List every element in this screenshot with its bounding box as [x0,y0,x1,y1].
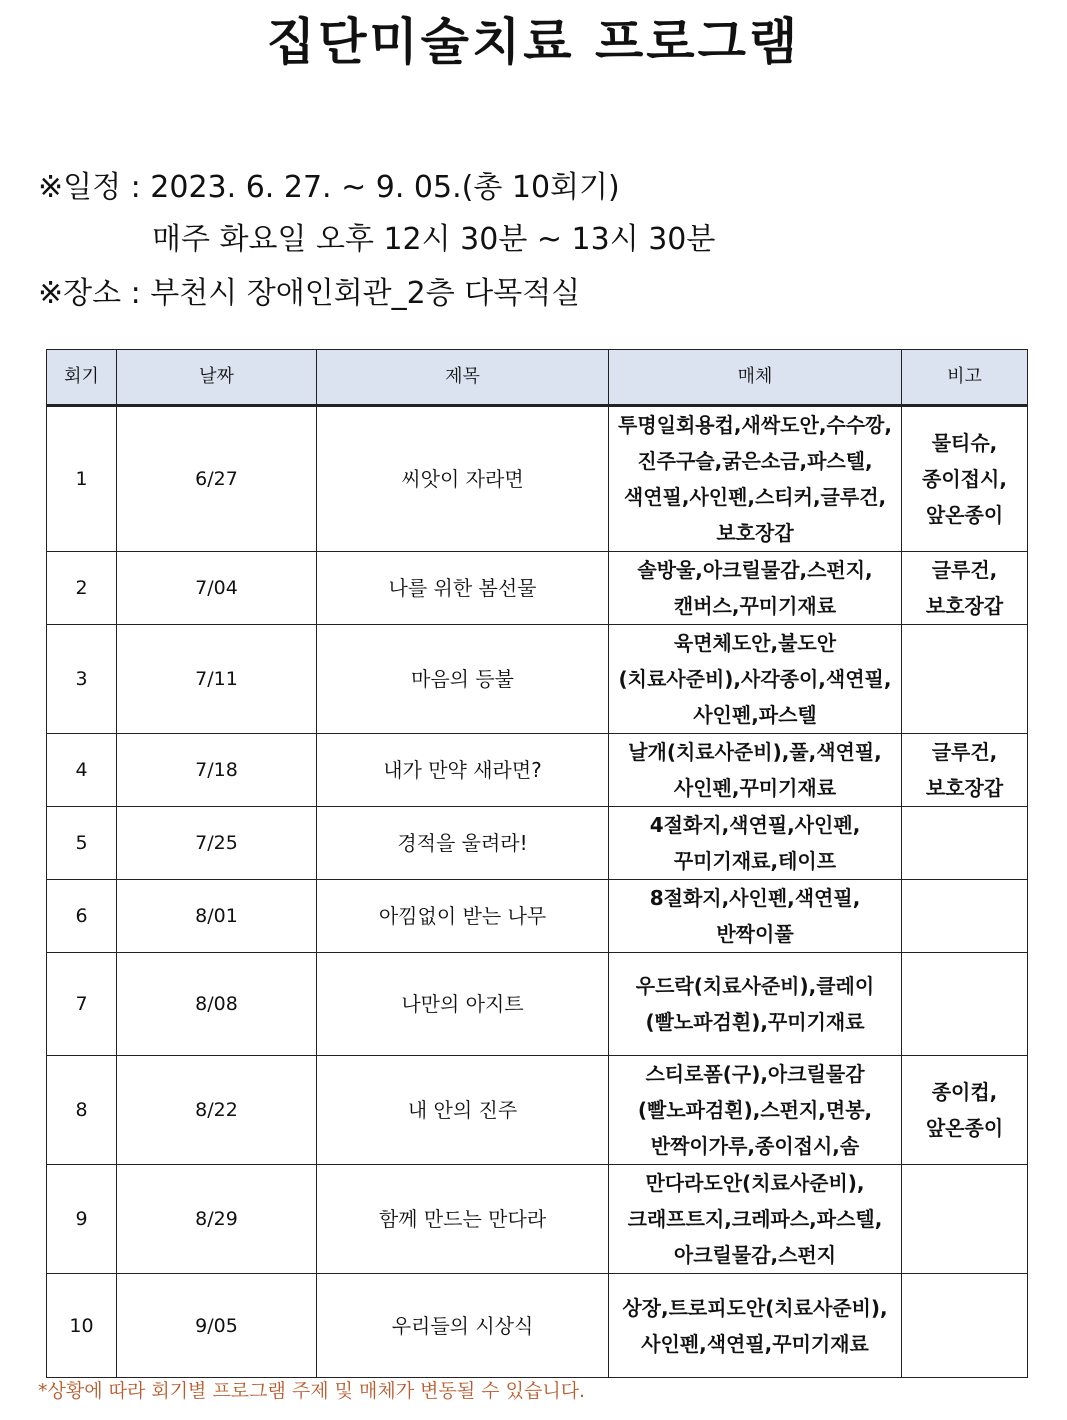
session-media: 8절화지,사인펜,색연필,반짝이풀 [609,880,902,953]
table-row [47,880,1028,953]
header-date: 날짜 [117,350,317,406]
session-title: 함께 만드는 만다라 [317,1165,609,1274]
session-title: 아낌없이 받는 나무 [317,880,609,953]
table-row [47,807,1028,880]
session-note [902,1274,1028,1378]
session-number: 6 [47,880,117,953]
table-row [47,406,1028,552]
session-number: 3 [47,625,117,734]
schedule-time: 매주 화요일 오후 12시 30분 ~ 13시 30분 [152,222,716,257]
table-row [47,1274,1028,1378]
session-title: 나만의 아지트 [317,953,609,1056]
table-row [47,953,1028,1056]
header-note: 비고 [902,350,1028,406]
session-title: 내가 만약 새라면? [317,734,609,807]
session-media: 육면체도안,불도안(치료사준비),사각종이,색연필,사인펜,파스텔 [609,625,902,734]
header-session: 회기 [47,350,117,406]
session-number: 7 [47,953,117,1056]
table-header-row [47,350,1028,406]
session-number: 10 [47,1274,117,1378]
session-media: 상장,트로피도안(치료사준비),사인펜,색연필,꾸미기재료 [609,1274,902,1378]
session-media: 솔방울,아크릴물감,스펀지,캔버스,꾸미기재료 [609,552,902,625]
table-row [47,734,1028,807]
session-date: 7/04 [117,552,317,625]
session-note [902,807,1028,880]
session-date: 7/25 [117,807,317,880]
session-title: 내 안의 진주 [317,1056,609,1165]
session-number: 9 [47,1165,117,1274]
session-note [902,953,1028,1056]
table-row [47,625,1028,734]
session-title: 씨앗이 자라면 [317,406,609,552]
program-table [46,349,1028,1378]
session-title: 우리들의 시상식 [317,1274,609,1378]
session-date: 7/11 [117,625,317,734]
session-date: 8/08 [117,953,317,1056]
session-date: 7/18 [117,734,317,807]
session-note: 글루건,보호장갑 [902,552,1028,625]
venue: ※장소 : 부천시 장애인회관_2층 다목적실 [38,276,581,311]
table-row [47,1165,1028,1274]
footnote: *상황에 따라 회기별 프로그램 주제 및 매체가 변동될 수 있습니다. [38,1380,586,1402]
session-media: 스티로폼(구),아크릴물감(빨노파검흰),스펀지,면봉,반짝이가루,종이접시,솜 [609,1056,902,1165]
session-note: 종이컵,앞온종이 [902,1056,1028,1165]
session-number: 8 [47,1056,117,1165]
session-note [902,625,1028,734]
session-number: 4 [47,734,117,807]
session-title: 마음의 등불 [317,625,609,734]
document-title: 집단미술치료 프로그램 [266,13,801,71]
session-title: 나를 위한 봄선물 [317,552,609,625]
session-media: 투명일회용컵,새싹도안,수수깡,진주구슬,굵은소금,파스텔,색연필,사인펜,스티커,글루건,보호장갑 [609,406,902,552]
table-row [47,1056,1028,1165]
session-media: 4절화지,색연필,사인펜,꾸미기재료,테이프 [609,807,902,880]
session-date: 8/29 [117,1165,317,1274]
session-media: 날개(치료사준비),풀,색연필,사인펜,꾸미기재료 [609,734,902,807]
session-date: 6/27 [117,406,317,552]
session-media: 우드락(치료사준비),클레이(빨노파검흰),꾸미기재료 [609,953,902,1056]
session-number: 2 [47,552,117,625]
session-note: 물티슈,종이접시,앞온종이 [902,406,1028,552]
session-date: 8/22 [117,1056,317,1165]
schedule-dates: ※일정 : 2023. 6. 27. ~ 9. 05.(총 10회기) [38,170,620,205]
session-date: 9/05 [117,1274,317,1378]
session-media: 만다라도안(치료사준비),크래프트지,크레파스,파스텔,아크릴물감,스펀지 [609,1165,902,1274]
header-title: 제목 [317,350,609,406]
session-title: 경적을 울려라! [317,807,609,880]
session-number: 5 [47,807,117,880]
session-number: 1 [47,406,117,552]
session-note: 글루건,보호장갑 [902,734,1028,807]
header-media: 매체 [609,350,902,406]
session-note [902,880,1028,953]
session-note [902,1165,1028,1274]
session-date: 8/01 [117,880,317,953]
table-row [47,552,1028,625]
